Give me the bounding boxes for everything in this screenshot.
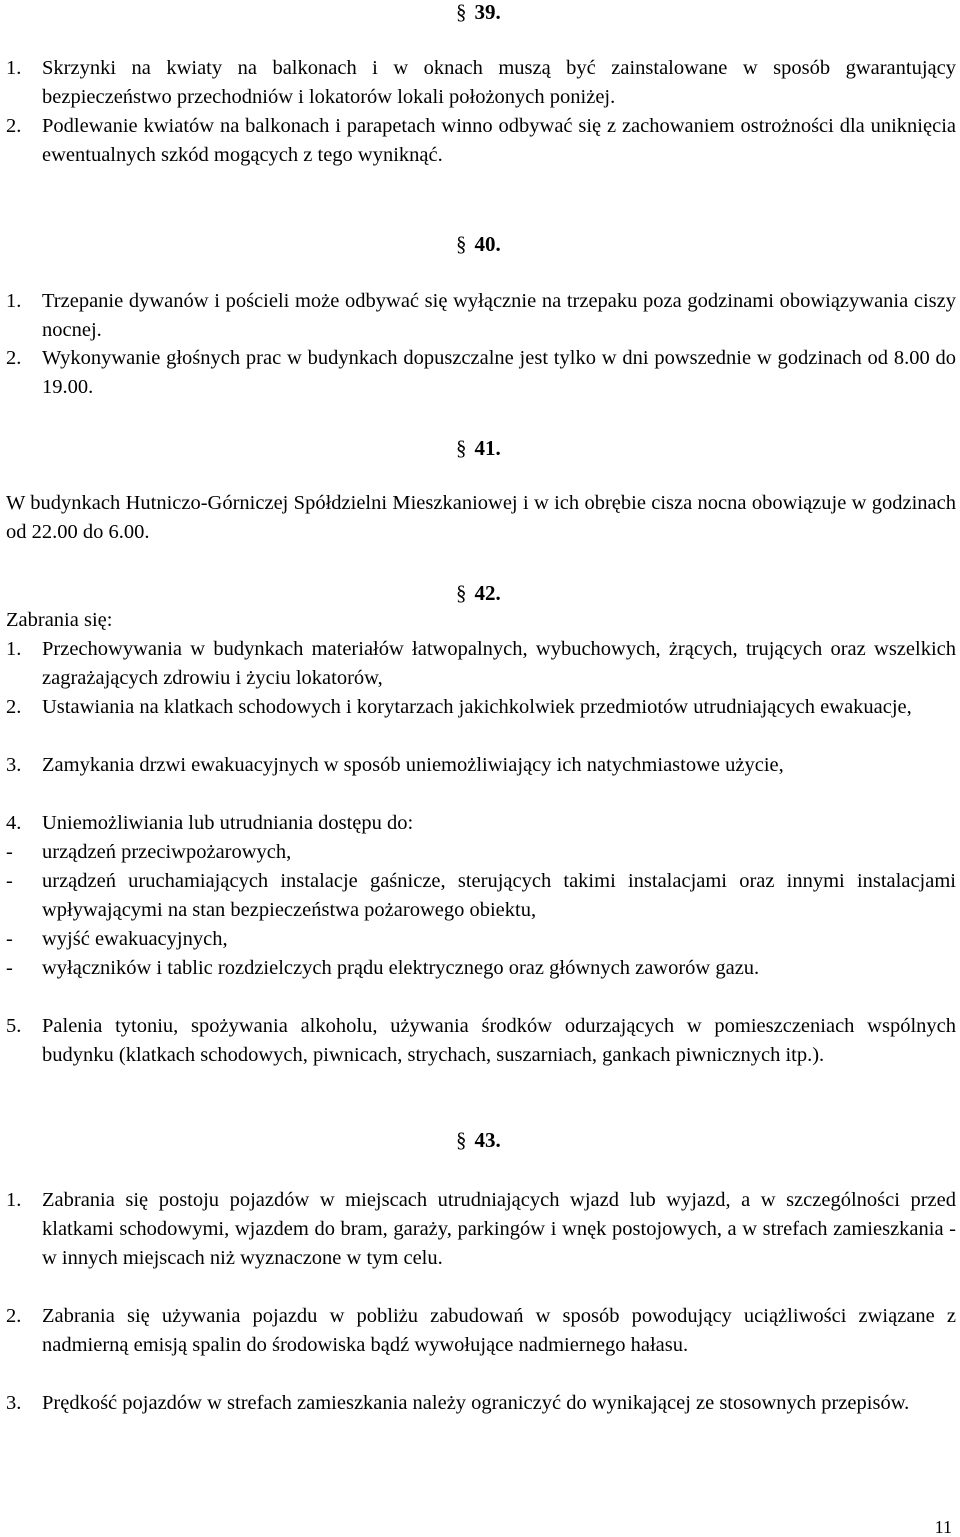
item-text: Uniemożliwiania lub utrudniania dostępu do: <box>42 812 414 834</box>
item-text: urządzeń uruchamiających instalacje gaśnicze, sterujących takimi instalacjami oraz innymi instalacjami wpływającymi na stan bezpieczeństwa pożarowego obiektu, <box>42 870 956 921</box>
item-text: wyłączników i tablic rozdzielczych prądu elektrycznego oraz głównych zaworów gazu. <box>42 957 760 979</box>
item-text: Zabrania się postoju pojazdów w miejscach utrudniających wjazd lub wyjazd, a w szczególności przed klatkami schodowymi, wjazdem do bram, garaży, parkingów i wnęk postojowych, a w strefach zamieszkania - w innych miejscach niż wyznaczone w tym celu. <box>42 1189 956 1269</box>
section-symbol: § <box>456 436 467 460</box>
sub-list-item <box>6 867 956 925</box>
item-text: Zamykania drzwi ewakuacyjnych w sposób uniemożliwiający ich natychmiastowe użycie, <box>42 754 784 776</box>
item-text: Palenia tytoniu, spożywania alkoholu, używania środków odurzających w pomieszczeniach wspólnych budynku (klatkach schodowych, piwnicach, strychach, suszarniach, gankach piwnicznych itp.). <box>42 1015 956 1066</box>
list-item <box>6 809 956 838</box>
item-text: urządzeń przeciwpożarowych, <box>42 841 292 863</box>
item-number: 1. <box>6 1189 22 1211</box>
item-number: 2. <box>6 1305 22 1327</box>
list-item <box>6 693 956 722</box>
item-text: Podlewanie kwiatów na balkonach i parapetach winno odbywać się z zachowaniem ostrożności dla uniknięcia ewentualnych szkód mogących z tego wyniknąć. <box>42 115 956 166</box>
list-item <box>6 1302 956 1360</box>
section-number: 41. <box>474 436 501 460</box>
sub-list-item <box>6 838 956 867</box>
item-dash: - <box>6 841 13 863</box>
list-item <box>6 287 956 345</box>
list-item <box>6 1186 956 1273</box>
item-number: 1. <box>6 290 22 312</box>
section-heading-41 <box>456 436 501 460</box>
list-item <box>6 635 956 693</box>
sub-list-item <box>6 925 956 954</box>
list-item <box>6 1389 956 1418</box>
section-heading-40 <box>456 232 501 256</box>
section-symbol: § <box>456 0 467 24</box>
item-dash: - <box>6 957 13 979</box>
section-symbol: § <box>456 232 467 256</box>
section-number: 42. <box>474 581 501 605</box>
list-item <box>6 1012 956 1070</box>
sub-list-item <box>6 954 956 983</box>
list-item <box>6 751 956 780</box>
section-symbol: § <box>456 1128 467 1152</box>
item-number: 2. <box>6 115 22 137</box>
paragraph: W budynkach Hutniczo-Górniczej Spółdzielni Mieszkaniowej i w ich obrębie cisza nocna obowiązuje w godzinach od 22.00 do 6.00. <box>6 492 956 543</box>
item-text: Przechowywania w budynkach materiałów łatwopalnych, wybuchowych, żrących, trujących oraz wszelkich zagrażających zdrowiu i życiu lokatorów, <box>42 638 956 689</box>
section-number: 43. <box>474 1128 501 1152</box>
item-number: 1. <box>6 57 22 79</box>
list-item <box>6 344 956 402</box>
item-number: 4. <box>6 812 22 834</box>
item-text: Skrzynki na kwiaty na balkonach i w oknach muszą być zainstalowane w sposób gwarantujący bezpieczeństwo przechodniów i lokatorów lokali położonych poniżej. <box>42 57 956 108</box>
section-heading-39 <box>456 0 501 24</box>
item-number: 3. <box>6 1392 22 1414</box>
intro-text: Zabrania się: <box>6 609 113 631</box>
list-item <box>6 54 956 112</box>
section-symbol: § <box>456 581 467 605</box>
item-text: Ustawiania na klatkach schodowych i korytarzach jakichkolwiek przedmiotów utrudniających ewakuacje, <box>42 696 912 718</box>
page-number: 11 <box>934 1517 952 1537</box>
section-heading-42 <box>456 581 501 605</box>
list-item <box>6 112 956 170</box>
item-text: Prędkość pojazdów w strefach zamieszkania należy ograniczyć do wynikającej ze stosownych przepisów. <box>42 1392 910 1414</box>
item-number: 3. <box>6 754 22 776</box>
section-number: 40. <box>474 232 501 256</box>
item-text: Wykonywanie głośnych prac w budynkach dopuszczalne jest tylko w dni powszednie w godzinach od 8.00 do 19.00. <box>42 347 956 398</box>
item-text: wyjść ewakuacyjnych, <box>42 928 228 950</box>
item-dash: - <box>6 928 13 950</box>
item-number: 2. <box>6 347 22 369</box>
section-number: 39. <box>474 0 501 24</box>
section-heading-43 <box>456 1128 501 1152</box>
item-number: 5. <box>6 1015 22 1037</box>
item-text: Zabrania się używania pojazdu w pobliżu zabudowań w sposób powodujący uciążliwości związane z nadmierną emisją spalin do środowiska bądź wywołujące nadmiernego hałasu. <box>42 1305 956 1356</box>
item-number: 2. <box>6 696 22 718</box>
item-dash: - <box>6 870 13 892</box>
item-number: 1. <box>6 638 22 660</box>
item-text: Trzepanie dywanów i pościeli może odbywać się wyłącznie na trzepaku poza godzinami obowiązywania ciszy nocnej. <box>42 290 956 341</box>
